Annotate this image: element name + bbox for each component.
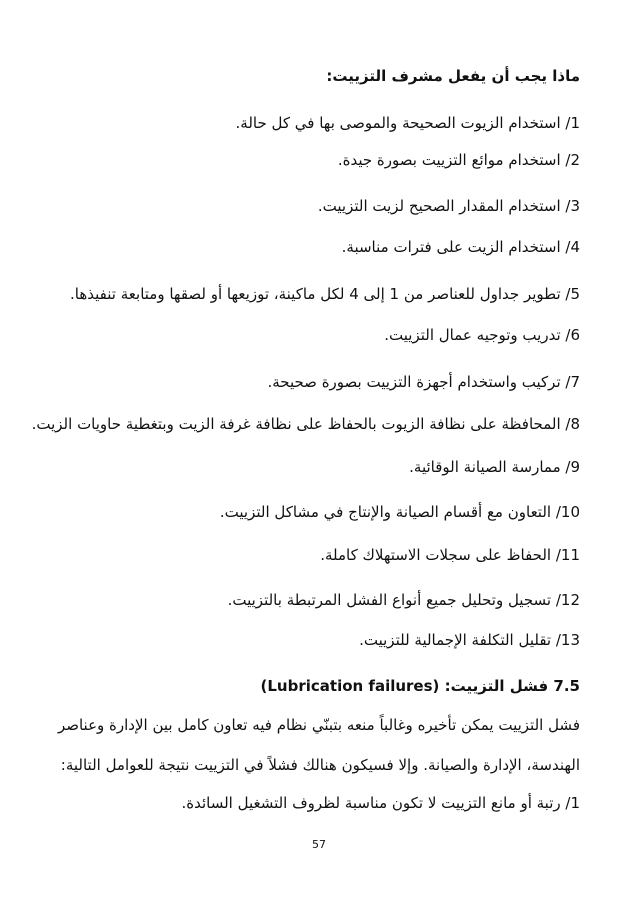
paragraph-line: فشل التزييت يمكن تأخيره وغالباً منعه بتبنّي نظام فيه تعاون كامل بين الإدارة وعناصر: [57, 716, 580, 734]
list-item: 9/ ممارسة الصيانة الوقائية.: [409, 458, 580, 476]
list-item: 5/ تطوير جداول للعناصر من 1 إلى 4 لكل ماكينة، توزيعها أو لصقها ومتابعة تنفيذها.: [70, 285, 580, 303]
section-heading: ماذا يجب أن يفعل مشرف التزييت:: [326, 67, 580, 85]
section-title: [40, 676, 580, 696]
list-item: 11/ الحفاظ على سجلات الاستهلاك كاملة.: [320, 546, 580, 564]
list-item: 12/ تسجيل وتحليل جميع أنواع الفشل المرتبطة بالتزييت.: [227, 591, 580, 609]
paragraph-line: الهندسة، الإدارة والصيانة. وإلا فسيكون هنالك فشلاً في التزييت نتيجة للعوامل التالية:: [60, 756, 580, 774]
list-item: 10/ التعاون مع أقسام الصيانة والإنتاج في مشاكل التزييت.: [219, 503, 580, 521]
section-title-english: (Lubrication failures): [260, 677, 440, 695]
list-item: 1/ رتبة أو مانع التزييت لا تكون مناسبة لظروف التشغيل السائدة.: [181, 794, 580, 812]
list-item: 3/ استخدام المقدار الصحيح لزيت التزييت.: [317, 197, 580, 215]
list-item: 1/ استخدام الزيوت الصحيحة والموصى بها في كل حالة.: [235, 114, 580, 132]
section-number: 7.5: [553, 677, 580, 695]
section-title-text: فشل التزييت:: [444, 677, 549, 695]
list-item: 6/ تدريب وتوجيه عمال التزييت.: [384, 326, 580, 344]
list-item: 2/ استخدام موائع التزييت بصورة جيدة.: [337, 151, 580, 169]
list-item: 8/ المحافظة على نظافة الزيوت بالحفاظ على نظافة غرفة الزيت وبتغطية حاويات الزيت.: [31, 415, 580, 433]
page-number: 57: [312, 838, 326, 851]
list-item: 4/ استخدام الزيت على فترات مناسبة.: [341, 238, 580, 256]
list-item: 13/ تقليل التكلفة الإجمالية للتزييت.: [359, 631, 580, 649]
list-item: 7/ تركيب واستخدام أجهزة التزييت بصورة صحيحة.: [267, 373, 580, 391]
body-paragraph: [52, 705, 580, 785]
